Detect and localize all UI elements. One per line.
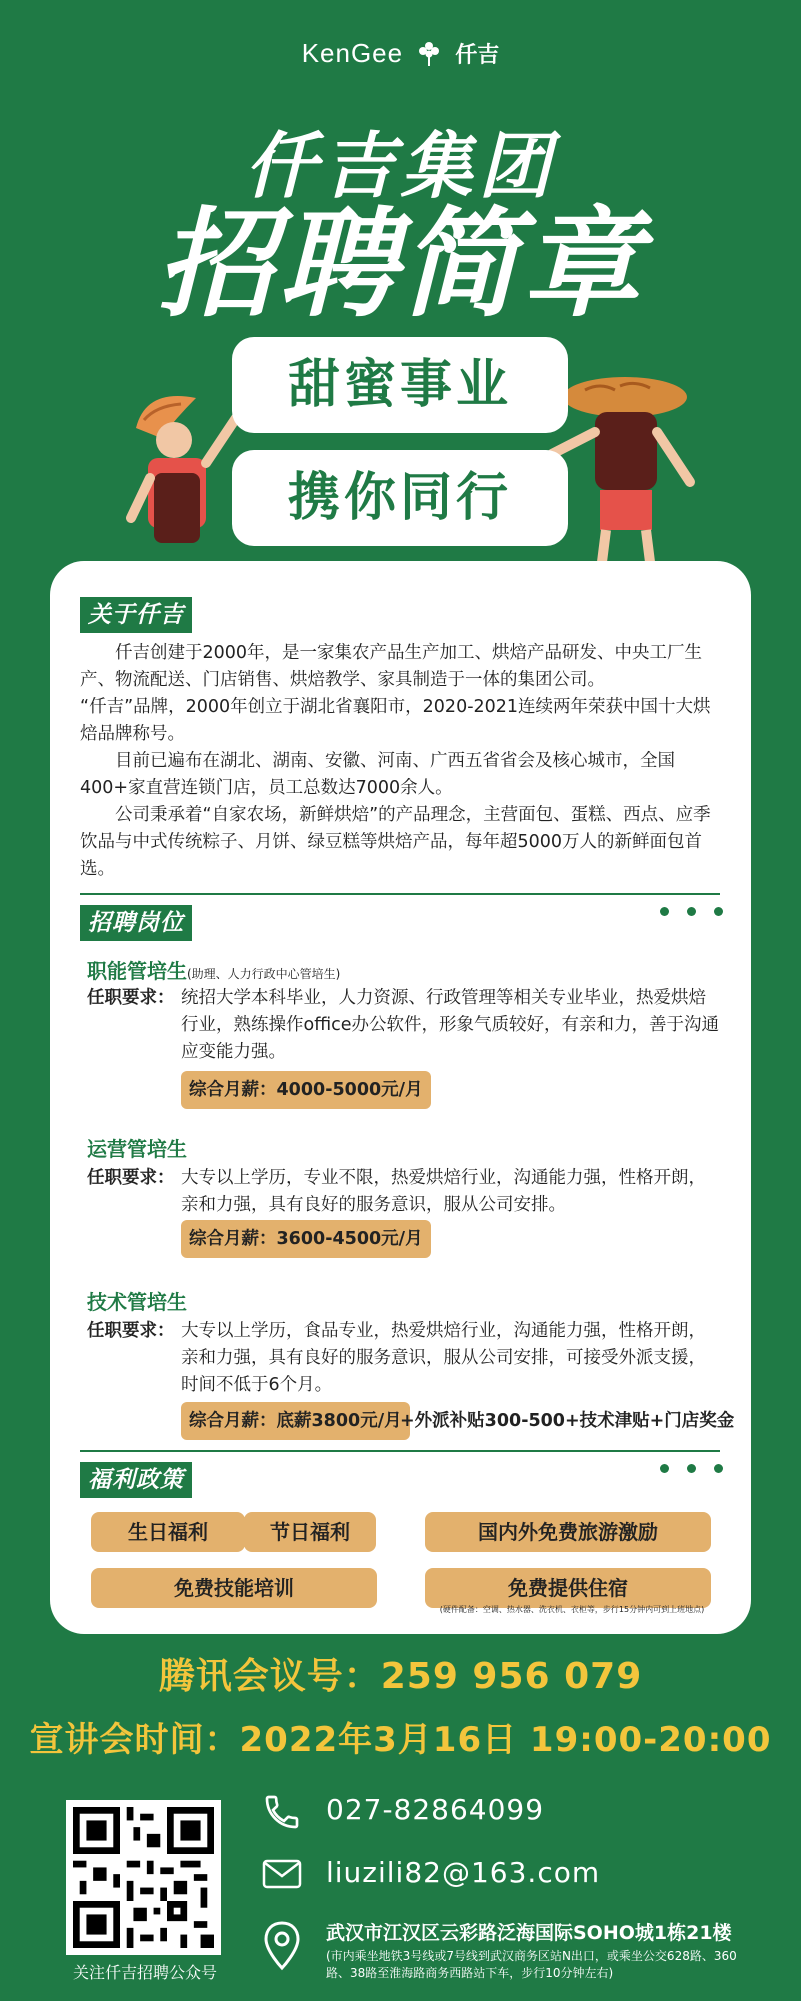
tree-logo-icon: [416, 39, 442, 69]
phone-icon: [262, 1792, 302, 1832]
jobs-section-label: 招聘岗位: [80, 905, 192, 941]
decorative-dots: [642, 1458, 723, 1477]
email-address[interactable]: liuzili82@163.com: [326, 1856, 601, 1889]
job-requirement-functional: 统招大学本科毕业，人力资源、行政管理等相关专业毕业，热爱烘焙行业，熟练操作office办公软件，形象气质较好，有亲和力，善于沟通应变能力强。: [181, 988, 720, 1062]
salary-tag-operations: 综合月薪：3600-4500元/月: [181, 1220, 431, 1258]
phone-number[interactable]: 027-82864099: [326, 1793, 545, 1826]
email-icon: [262, 1858, 302, 1890]
qr-code[interactable]: [66, 1800, 221, 1955]
salary-tag-functional: 综合月薪：4000-5000元/月: [181, 1071, 431, 1109]
job-title-functional: [87, 955, 340, 984]
about-paragraph-1: 仟吉创建于2000年，是一家集农产品生产加工、烘焙产品研发、中央工厂生产、物流配送、门店销售、烘焙教学、家具制造于一体的集团公司。: [80, 643, 703, 690]
qr-code-icon: [73, 1807, 214, 1948]
divider: [80, 893, 720, 895]
job-requirement-operations: 大专以上学历，专业不限，热爱烘焙行业，沟通能力强，性格开朗，亲和力强，具有良好的服务意识，服从公司安排。: [181, 1168, 706, 1215]
slogan-sweet-career: 甜蜜事业: [232, 337, 568, 433]
brand-name-cn: 仟吉: [455, 43, 500, 68]
divider: [80, 1450, 720, 1452]
requirement-label: 任职要求：: [87, 1168, 175, 1188]
tencent-meeting-id: 腾讯会议号：259 956 079: [158, 1656, 643, 1697]
slogan-together: 携你同行: [232, 450, 568, 546]
benefit-holiday: 节日福利: [244, 1512, 376, 1552]
brand-name-en: KenGee: [301, 38, 404, 68]
qr-caption: 关注仟吉招聘公众号: [72, 1963, 217, 1982]
benefits-section-label: 福利政策: [80, 1462, 192, 1498]
job-requirement-technical: 大专以上学历，食品专业，热爱烘焙行业，沟通能力强，性格开朗，亲和力强，具有良好的服务意识，服从公司安排，可接受外派支援，时间不低于6个月。: [181, 1321, 706, 1395]
brand-logo: [0, 38, 801, 69]
requirement-label: 任职要求：: [87, 1321, 175, 1341]
about-paragraph-2: “仟吉”品牌，2000年创立于湖北省襄阳市，2020-2021连续两年荣获中国十大烘焙品牌称号。: [80, 697, 711, 744]
salary-extras-technical: +外派补贴300-500+技术津贴+门店奖金: [400, 1411, 735, 1431]
company-title: 仟吉集团: [244, 124, 557, 208]
job-title-technical: 技术管培生: [87, 1290, 187, 1314]
about-paragraph-3: 目前已遍布在湖北、湖南、安徽、河南、广西五省省会及核心城市，全国400+家直营连锁门店，员工总数达7000余人。: [80, 751, 675, 798]
housing-note: (硬件配备：空调、热水器、洗衣机、衣柜等，步行15分钟内可到上班地点): [439, 1605, 705, 1614]
recruitment-title: 招聘简章: [156, 195, 645, 333]
job-title-text: 职能管培生: [87, 959, 187, 983]
requirement-label: 任职要求：: [87, 988, 175, 1008]
benefit-birthday: 生日福利: [91, 1512, 245, 1552]
job-title-operations: 运营管培生: [87, 1137, 187, 1161]
location-pin-icon: [262, 1920, 302, 1972]
salary-tag-technical: 综合月薪：底薪3800元/月: [181, 1402, 410, 1440]
benefit-travel: 国内外免费旅游激励: [425, 1512, 711, 1552]
job-subtitle: (助理、人力行政中心管培生): [187, 967, 341, 981]
about-paragraph-4: 公司秉承着“自家农场，新鲜烘焙”的产品理念，主营面包、蛋糕、西点、应季饮品与中式传统粽子、月饼、绿豆糕等烘焙产品，每年超5000万人的新鲜面包首选。: [80, 805, 711, 879]
decorative-dots: [642, 901, 723, 920]
address-directions: (市内乘坐地铁3号线或7号线到武汉商务区站N出口，或乘坐公交628路、360路、38路至淮海路商务西路站下车，步行10分钟左右): [326, 1949, 737, 1980]
benefit-training: 免费技能培训: [91, 1568, 377, 1608]
address: 武汉市江汉区云彩路泛海国际SOHO城1栋21楼: [326, 1922, 732, 1944]
session-time: 宣讲会时间：2022年3月16日 19:00-20:00: [29, 1720, 772, 1760]
about-section-label: 关于仟吉: [80, 597, 192, 633]
benefit-housing: 免费提供住宿: [425, 1568, 711, 1608]
